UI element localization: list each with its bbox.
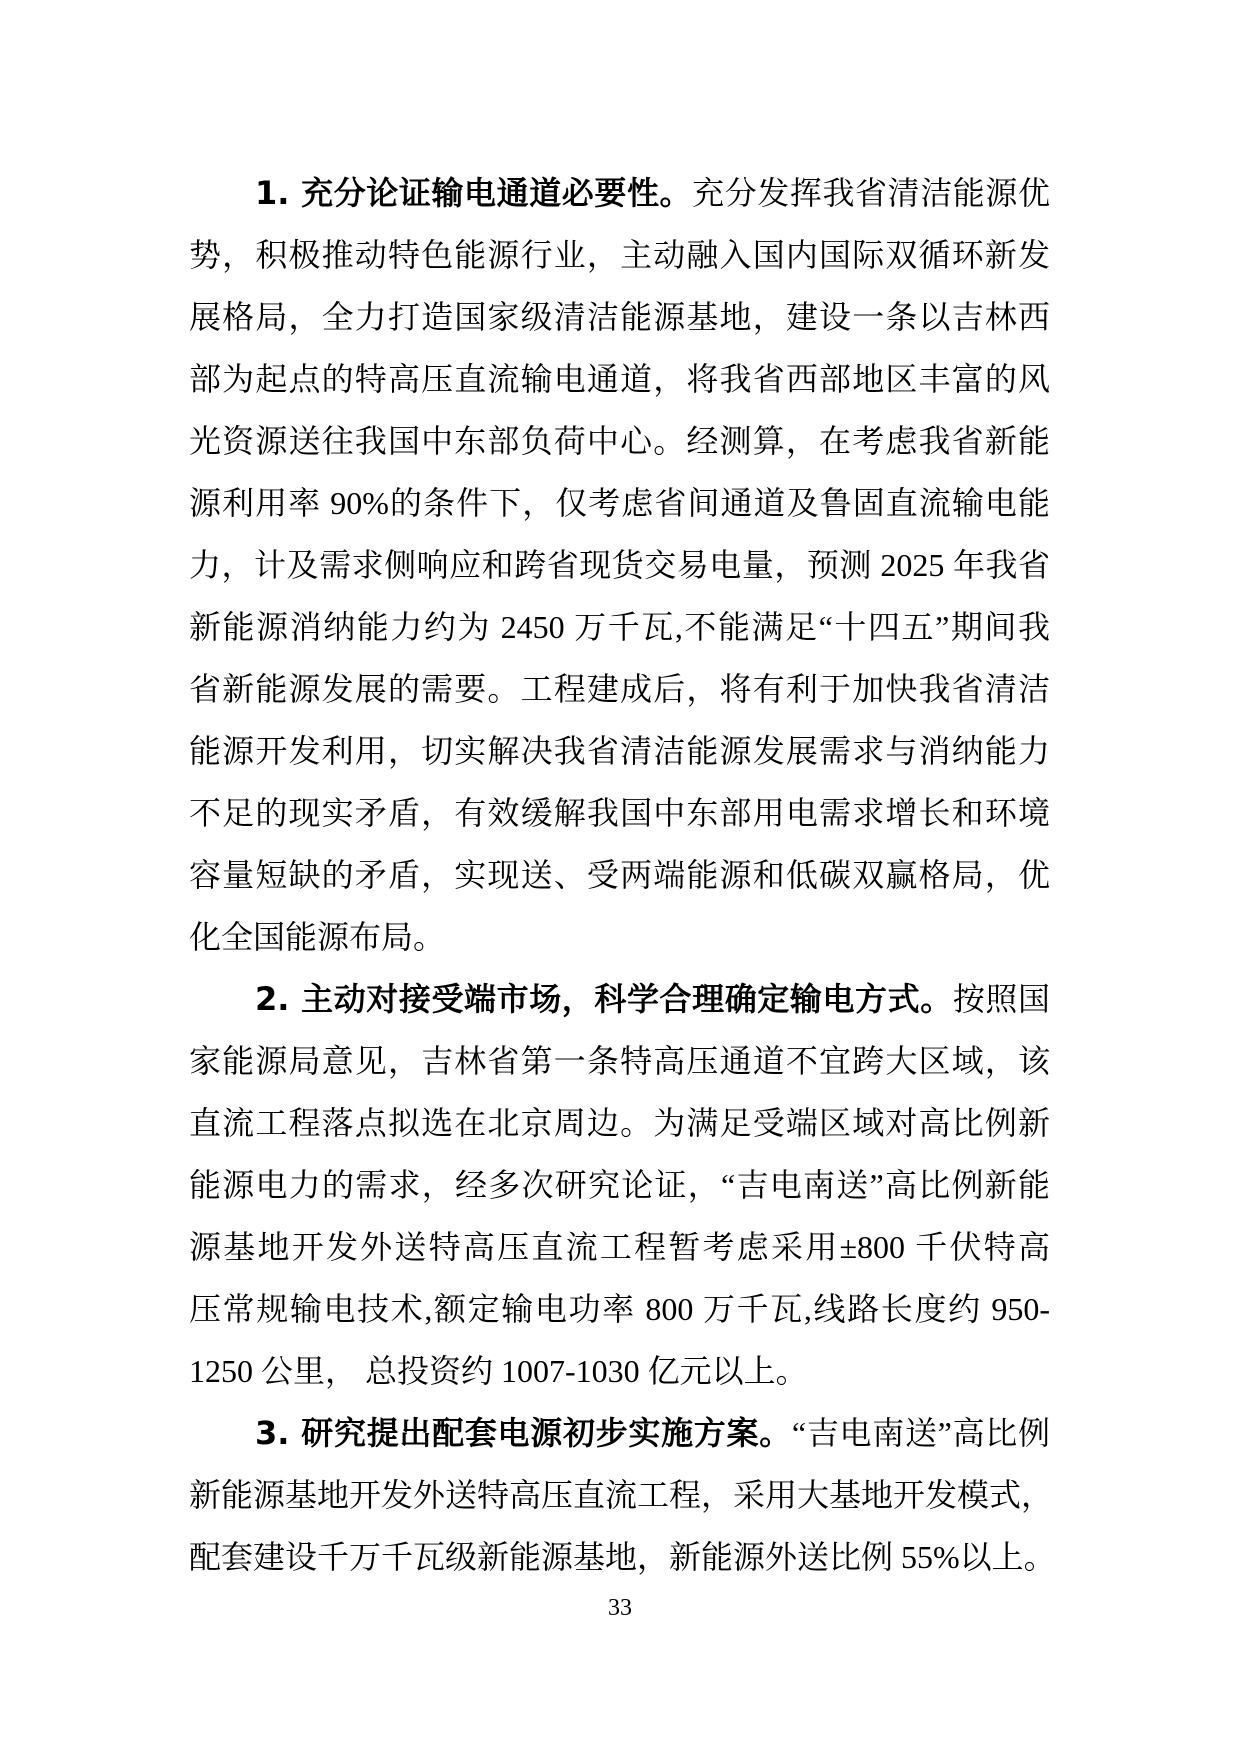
body-text: 1250 公里， 总投资约 1007-1030 亿元以上。 xyxy=(189,1353,808,1389)
text-line xyxy=(189,348,1050,410)
body-text: 充分发挥我省清洁能源优 xyxy=(692,175,1050,211)
body-text: 不足的现实矛盾，有效缓解我国中东部用电需求增长和环境 xyxy=(189,795,1050,831)
text-line xyxy=(189,968,1050,1030)
text-line xyxy=(189,720,1050,782)
body-text: 容量短缺的矛盾，实现送、受两端能源和低碳双赢格局，优 xyxy=(189,857,1050,893)
body-text: 化全国能源布局。 xyxy=(189,919,446,955)
section-heading-1: 1. 充分论证输电通道必要性。 xyxy=(255,174,693,212)
text-line xyxy=(189,658,1050,720)
text-content xyxy=(189,162,1056,1588)
body-text: 新能源基地开发外送特高压直流工程，采用大基地开发模式， xyxy=(189,1477,1054,1513)
text-line xyxy=(189,1216,1050,1278)
text-line xyxy=(189,844,1050,906)
body-text: 能源电力的需求，经多次研究论证，“吉电南送”高比例新能 xyxy=(189,1167,1050,1203)
body-text: 势，积极推动特色能源行业，主动融入国内国际双循环新发 xyxy=(189,237,1050,273)
text-line xyxy=(189,472,1050,534)
body-text: 源利用率 90%的条件下，仅考虑省间通道及鲁固直流输电能 xyxy=(189,485,1050,521)
text-line xyxy=(189,1278,1050,1340)
text-line xyxy=(189,1526,1056,1588)
body-text: 源基地开发外送特高压直流工程暂考虑采用±800 千伏特高 xyxy=(189,1229,1050,1265)
text-line xyxy=(189,1464,1054,1526)
text-line xyxy=(189,162,1050,224)
text-line xyxy=(189,1092,1050,1154)
section-heading-3: 3. 研究提出配套电源初步实施方案。 xyxy=(255,1414,792,1452)
text-line xyxy=(189,1030,1050,1092)
paragraph-2 xyxy=(189,968,1050,1402)
text-line xyxy=(189,1154,1050,1216)
body-text: 展格局，全力打造国家级清洁能源基地，建设一条以吉林西 xyxy=(189,299,1050,335)
body-text: 省新能源发展的需要。工程建成后，将有利于加快我省清洁 xyxy=(189,671,1050,707)
body-text: 直流工程落点拟选在北京周边。为满足受端区域对高比例新 xyxy=(189,1105,1050,1141)
text-line xyxy=(189,782,1050,844)
text-line xyxy=(189,906,1050,968)
body-text: 家能源局意见，吉林省第一条特高压通道不宜跨大区域，该 xyxy=(189,1043,1050,1079)
text-line xyxy=(189,1340,1050,1402)
body-text: “吉电南送”高比例 xyxy=(791,1415,1050,1451)
body-text: 光资源送往我国中东部负荷中心。经测算，在考虑我省新能 xyxy=(189,423,1050,459)
paragraph-1 xyxy=(189,162,1050,968)
body-text: 配套建设千万千瓦级新能源基地，新能源外送比例 55%以上。 xyxy=(189,1539,1056,1575)
body-text: 能源开发利用，切实解决我省清洁能源发展需求与消纳能力 xyxy=(189,733,1050,769)
text-line xyxy=(189,286,1050,348)
text-line xyxy=(189,1402,1050,1464)
text-line xyxy=(189,596,1050,658)
body-text: 部为起点的特高压直流输电通道，将我省西部地区丰富的风 xyxy=(189,361,1050,397)
text-line xyxy=(189,534,1050,596)
body-text: 按照国 xyxy=(952,981,1050,1017)
text-line xyxy=(189,224,1050,286)
text-line xyxy=(189,410,1050,472)
body-text: 力，计及需求侧响应和跨省现货交易电量，预测 2025 年我省 xyxy=(189,547,1050,583)
body-text: 压常规输电技术,额定输电功率 800 万千瓦,线路长度约 950- xyxy=(189,1291,1050,1327)
page-number: 33 xyxy=(608,1595,632,1621)
section-heading-2: 2. 主动对接受端市场，科学合理确定输电方式。 xyxy=(255,980,953,1018)
paragraph-3 xyxy=(189,1402,1056,1588)
body-text: 新能源消纳能力约为 2450 万千瓦,不能满足“十四五”期间我 xyxy=(189,609,1050,645)
